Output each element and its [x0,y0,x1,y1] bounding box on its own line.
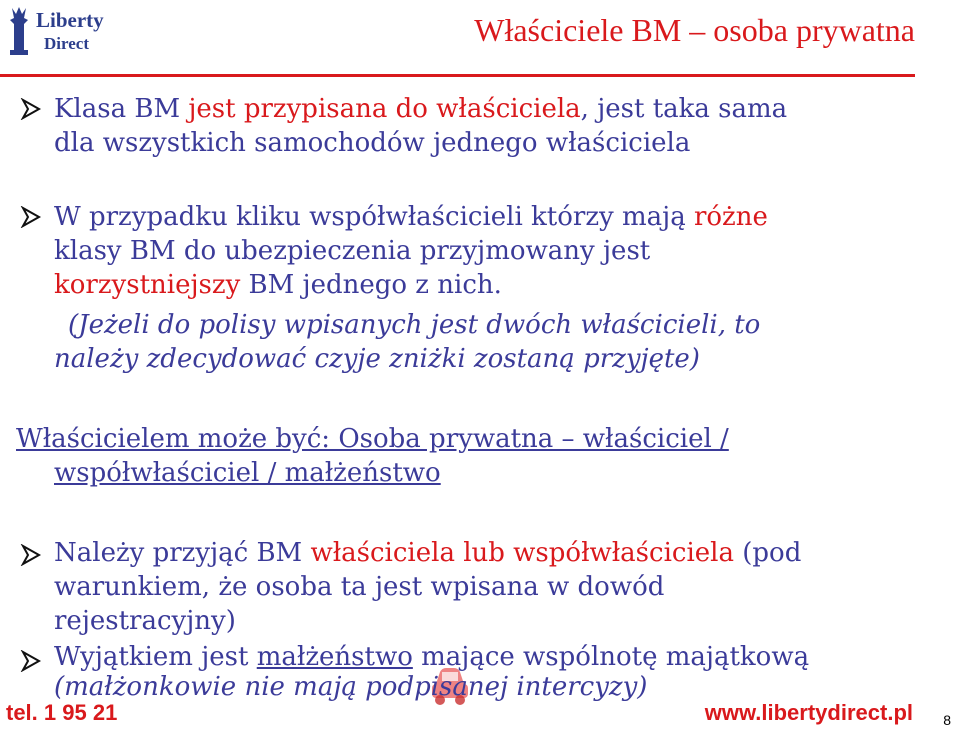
text: BM jednego z nich. [240,270,502,300]
logo-line2: Direct [44,34,89,53]
text: (małżonkowie nie mają podpisanej intercyzy) [54,672,648,702]
bullet-owner-class [54,92,787,160]
co-owners-note [54,308,760,376]
text: Klasa BM [54,94,189,124]
text: (Jeżeli do polisy wpisanych jest dwóch właścicieli, to [68,310,761,340]
statue-of-liberty-icon [4,6,34,56]
page-number: 8 [943,712,951,728]
arrow-bullet-icon [20,206,42,228]
bullet-marriage-exception [54,642,809,702]
liberty-direct-logo [0,0,120,62]
underlined-text: małżeństwo [256,642,413,672]
highlight-text: jest przypisana do właściciela [188,94,581,124]
footer-url[interactable]: www.libertydirect.pl [704,700,913,725]
text: dla wszystkich samochodów jednego właściciela [54,128,691,158]
text: współwłaściciel / małżeństwo [54,458,441,488]
text: Wyjątkiem jest [54,642,257,672]
text: klasy BM do ubezpieczenia przyjmowany jest [54,236,651,266]
title-divider [0,74,915,77]
bullet-accept-bm [54,536,801,638]
page-title: Właściciele BM – osoba prywatna [474,12,915,48]
owner-types [16,422,729,490]
arrow-bullet-icon [20,544,42,566]
arrow-bullet-icon [20,98,42,120]
text: rejestracyjny) [54,606,236,636]
text: warunkiem, że osoba ta jest wpisana w dowód [54,572,665,602]
text: mające wspólnotę majątkową [412,642,810,672]
highlight-text: korzystniejszy [54,270,241,300]
arrow-bullet-icon [20,650,42,672]
bullet-co-owners [54,200,768,302]
text: należy zdecydować czyje zniżki zostaną przyjęte) [54,344,700,374]
text: (pod [733,538,802,568]
text: W przypadku kliku współwłaścicieli którzy mają [54,202,694,232]
highlight-text: różne [693,202,768,232]
text: , jest taka sama [580,94,788,124]
highlight-text: właściciela lub współwłaściciela [310,538,734,568]
text: Właścicielem może być: Osoba prywatna – właściciel / [16,424,729,454]
logo-line1: Liberty [36,8,104,32]
text: Należy przyjąć BM [54,538,311,568]
footer-phone: tel. 1 95 21 [6,700,118,725]
